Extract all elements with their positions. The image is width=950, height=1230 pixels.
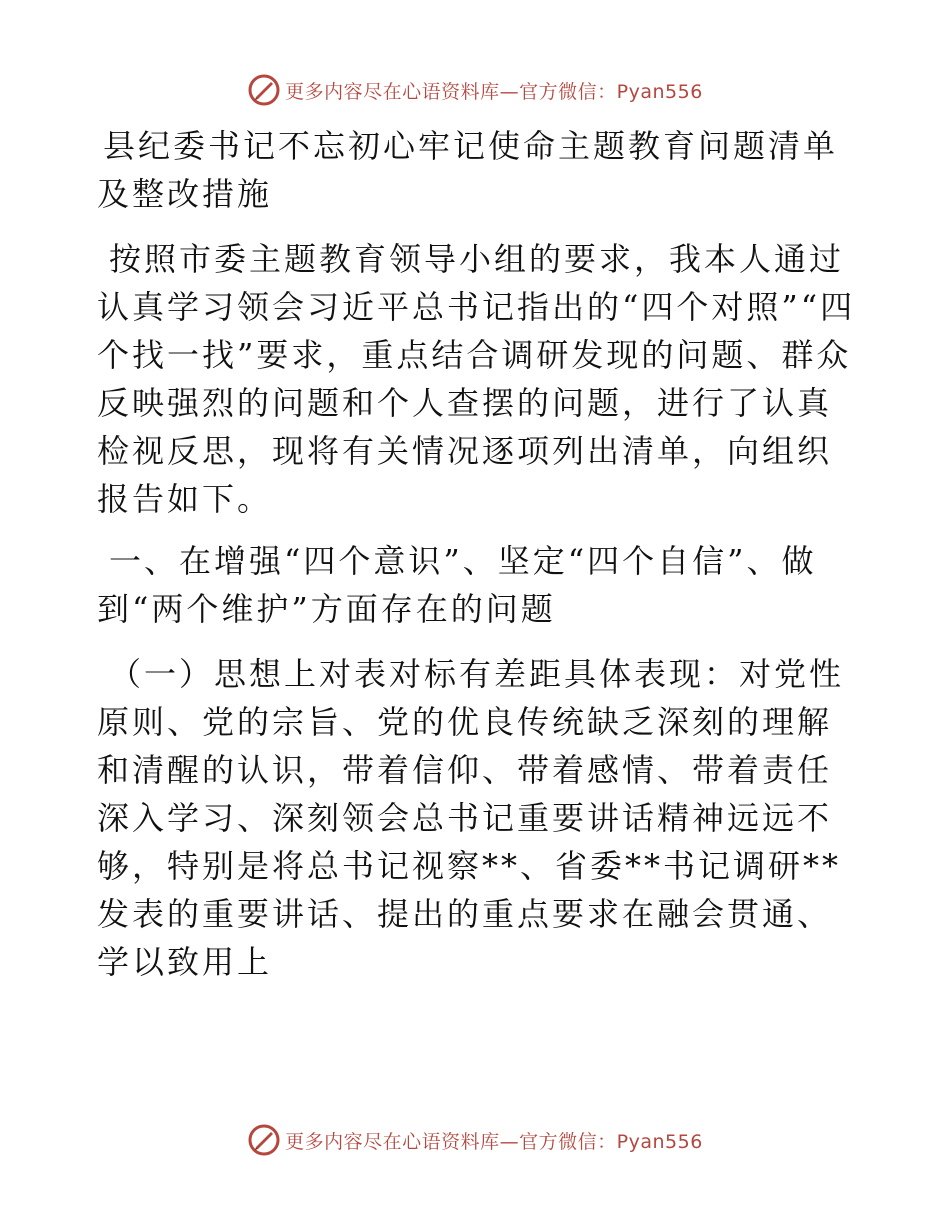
document-title: 县纪委书记不忘初心牢记使命主题教育问题清单及整改措施: [97, 127, 839, 213]
footer-watermark-text: 更多内容尽在心语资料库—官方微信：Pyan556: [285, 1130, 703, 1153]
subsection-paragraph: （一）思想上对表对标有差距具体表现：对党性原则、党的宗旨、党的优良传统缺乏深刻的理解和清醒的认识，带着信仰、带着感情、带着责任深入学习、深刻领会总书记重要讲话精神远远不够，特别是将总书记视察**、省委**书记调研**发表的重要讲话、提出的重点要求在融会贯通、学以致用上: [97, 655, 845, 981]
document-body: [97, 122, 857, 986]
header-watermark-banner: [0, 70, 950, 110]
intro-paragraph: 按照市委主题教育领导小组的要求，我本人通过认真学习领会习近平总书记指出的“四个对照”“四个找一找”要求，重点结合调研发现的问题、群众反映强烈的问题和个人查摆的问题，进行了认真检视反思，现将有关情况逐项列出清单，向组织报告如下。: [97, 240, 856, 518]
red-quill-seal-icon: [247, 1123, 281, 1157]
footer-watermark-banner: [0, 1120, 950, 1160]
header-watermark-text: 更多内容尽在心语资料库—官方微信：Pyan556: [285, 80, 703, 103]
red-quill-seal-icon: [247, 73, 281, 107]
section-heading: 一、在增强“四个意识”、坚定“四个自信”、做到“两个维护”方面存在的问题: [97, 542, 817, 628]
